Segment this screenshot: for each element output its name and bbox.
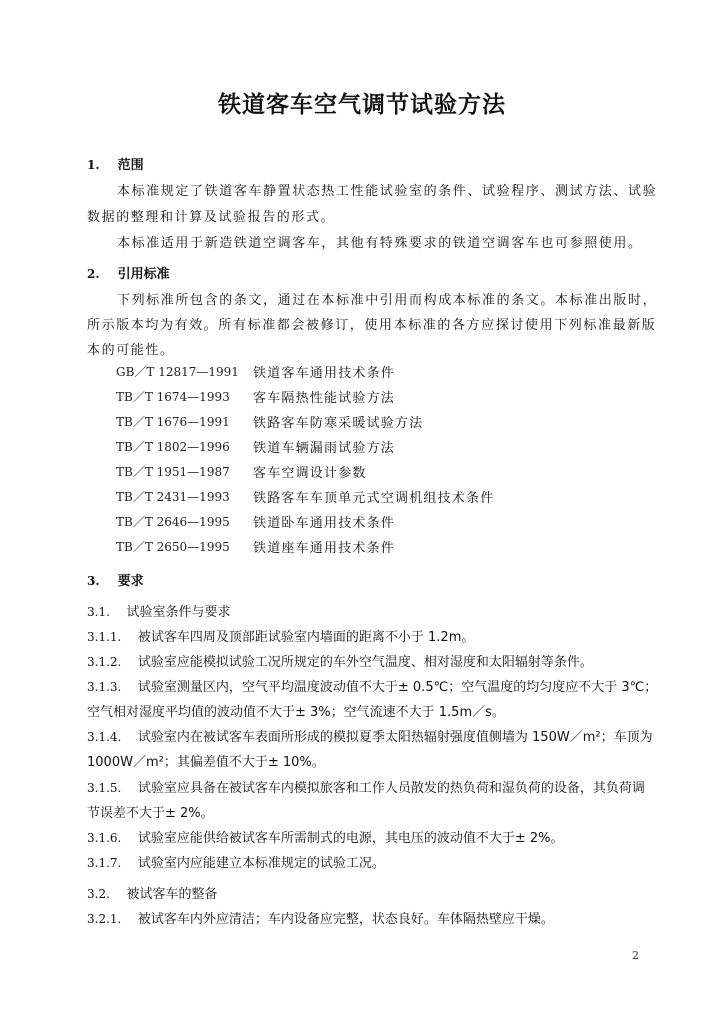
standard-code: TB／T 2646—1995 xyxy=(116,515,230,529)
clause-3-1-7: 3.1.7. 试验室内应能建立本标准规定的试验工况。 xyxy=(87,856,385,871)
section-1-paragraph-2: 本标准适用于新造铁道空调客车，其他有特殊要求的铁道空调客车也可参照使用。 xyxy=(117,236,643,251)
standard-name: 客车空调设计参数 xyxy=(253,466,367,481)
section-1-paragraph-1-cont: 数据的整理和计算及试验报告的形式。 xyxy=(87,210,336,225)
clause-3-1-3: 3.1.3. 试验室测量区内，空气平均温度波动值不大于± 0.5℃；空气温度的均匀度应不大于 3℃； xyxy=(87,680,658,695)
clause-3-1: 3.1. 试验室条件与要求 xyxy=(87,605,231,620)
clause-3-1-3-cont: 空气相对湿度平均值的波动值不大于± 3%；空气流速不大于 1.5m／s。 xyxy=(87,705,505,720)
section-2-paragraph-cont-2: 本的可能性。 xyxy=(87,343,175,358)
clause-3-1-6: 3.1.6. 试验室应能供给被试客车所需制式的电源，其电压的波动值不大于± 2%。 xyxy=(87,831,564,846)
clause-3-1-4: 3.1.4. 试验室内在被试客车表面所形成的模拟夏季太阳热辐射强度值侧墙为 150W／m²；车顶为 xyxy=(87,730,653,745)
section-1-heading: 1. 范围 xyxy=(87,158,144,173)
standard-name: 客车隔热性能试验方法 xyxy=(253,391,396,406)
section-2-paragraph: 下列标准所包含的条文，通过在本标准中引用而构成本标准的条文。本标准出版时， xyxy=(117,293,658,308)
standard-code: TB／T 2650—1995 xyxy=(116,540,230,554)
section-2-paragraph-cont-1: 所示版本均为有效。所有标准都会被修订，使用本标准的各方应探讨使用下列标准最新版 xyxy=(87,318,657,333)
standard-code: TB／T 1674—1993 xyxy=(116,390,230,404)
standard-code: TB／T 1802—1996 xyxy=(116,440,230,454)
section-3-heading: 3. 要求 xyxy=(87,574,144,589)
section-1-paragraph-1: 本标准规定了铁道客车静置状态热工性能试验室的条件、试验程序、测试方法、试验 xyxy=(117,184,658,199)
clause-3-1-5: 3.1.5. 试验室应具备在被试客车内模拟旅客和工作人员散发的热负荷和湿负荷的设备，其负荷调 xyxy=(87,781,645,796)
standard-name: 铁道车辆漏雨试验方法 xyxy=(253,441,396,456)
standard-code: TB／T 1951—1987 xyxy=(116,465,230,479)
standard-code: TB／T 2431—1993 xyxy=(116,490,230,504)
standard-name: 铁路客车车顶单元式空调机组技术条件 xyxy=(253,491,495,506)
standard-name: 铁道客车通用技术条件 xyxy=(253,366,396,381)
standard-name: 铁道卧车通用技术条件 xyxy=(253,516,396,531)
clause-3-1-5-cont: 节误差不大于± 2%。 xyxy=(87,806,214,821)
clause-3-1-4-cont: 1000W／m²；其偏差值不大于± 10%。 xyxy=(87,755,325,770)
section-2-heading: 2. 引用标准 xyxy=(87,267,170,282)
clause-3-2: 3.2. 被试客车的整备 xyxy=(87,887,218,902)
clause-3-1-1: 3.1.1. 被试客车四周及顶部距试验室内墙面的距离不小于 1.2m。 xyxy=(87,630,475,645)
clause-3-2-1: 3.2.1. 被试客车内外应清洁；车内设备应完整，状态良好。车体隔热壁应干燥。 xyxy=(87,912,554,927)
standard-code: GB／T 12817—1991 xyxy=(116,365,239,379)
standard-name: 铁路客车防寒采暖试验方法 xyxy=(253,416,424,431)
document-title: 铁道客车空气调节试验方法 xyxy=(218,92,506,118)
standard-code: TB／T 1676—1991 xyxy=(116,415,230,429)
standard-name: 铁道座车通用技术条件 xyxy=(253,541,396,556)
page-number: 2 xyxy=(632,949,639,962)
clause-3-1-2: 3.1.2. 试验室应能模拟试验工况所规定的车外空气温度、相对湿度和太阳辐射等条件。 xyxy=(87,655,593,670)
